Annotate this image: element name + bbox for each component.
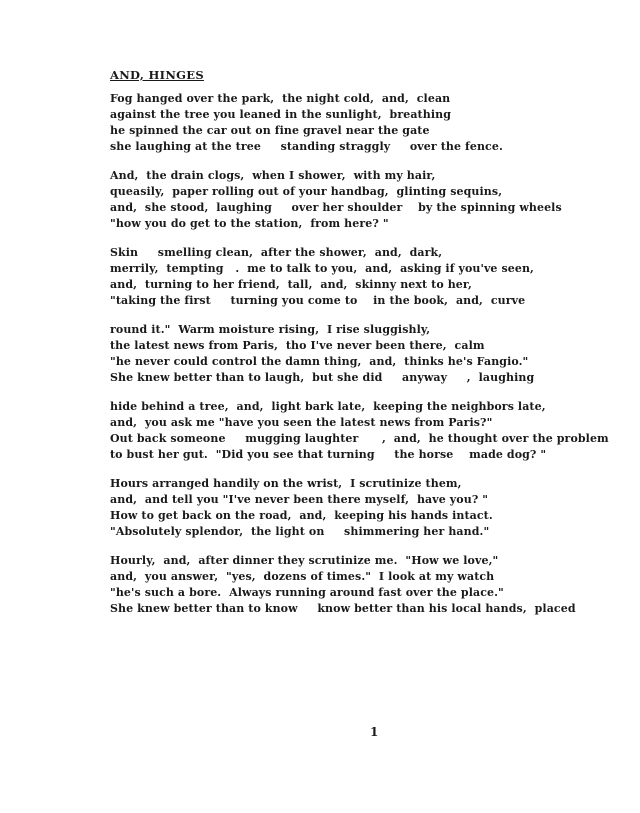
stanza-3: [110, 245, 630, 309]
poem-line: she laughing at the tree standing straggly over the fence.: [110, 140, 503, 153]
poem-line: "he's such a bore. Always running around fast over the place.": [110, 586, 504, 599]
stanza-5: [110, 399, 630, 463]
poem-line: to bust her gut. "Did you see that turning the horse made dog? ": [110, 448, 547, 461]
poem-line: queasily, paper rolling out of your handbag, glinting sequins,: [110, 185, 503, 198]
poem-line: Out back someone mugging laughter , and, he thought over the problem: [110, 432, 609, 445]
stanza-7: [110, 553, 630, 617]
stanza-2: [110, 168, 630, 232]
poem-line: merrily, tempting . me to talk to you, and, asking if you've seen,: [110, 262, 534, 275]
poem-line: the latest news from Paris, tho I've never been there, calm: [110, 339, 485, 352]
poem-line: hide behind a tree, and, light bark late, keeping the neighbors late,: [110, 400, 546, 413]
poem-body: [110, 91, 630, 630]
poem-line: Skin smelling clean, after the shower, and, dark,: [110, 246, 443, 259]
poem-title: AND, HINGES: [110, 68, 204, 82]
stanza-6: [110, 476, 630, 540]
stanza-1: [110, 91, 630, 155]
poem-line: Hourly, and, after dinner they scrutinize me. "How we love,": [110, 554, 499, 567]
stanza-4: [110, 322, 630, 386]
poem-line: She knew better than to know know better than his local hands, placed: [110, 602, 576, 615]
poem-line: She knew better than to laugh, but she did anyway , laughing: [110, 371, 535, 384]
poem-line: and, she stood, laughing over her shoulder by the spinning wheels: [110, 201, 562, 214]
poem-line: and, and tell you "I've never been there myself, have you? ": [110, 493, 489, 506]
page-number: 1: [370, 725, 379, 739]
poem-line: and, turning to her friend, tall, and, skinny next to her,: [110, 278, 472, 291]
poem-line: "how you do get to the station, from here? ": [110, 217, 389, 230]
poem-line: And, the drain clogs, when I shower, with my hair,: [110, 169, 436, 182]
poem-line: Fog hanged over the park, the night cold, and, clean: [110, 92, 451, 105]
poem-line: he spinned the car out on fine gravel near the gate: [110, 124, 430, 137]
poem-line: and, you answer, "yes, dozens of times." I look at my watch: [110, 570, 495, 583]
poem-line: "taking the first turning you come to in the book, and, curve: [110, 294, 526, 307]
poem-line: against the tree you leaned in the sunlight, breathing: [110, 108, 451, 121]
poem-line: Hours arranged handily on the wrist, I scrutinize them,: [110, 477, 462, 490]
poem-line: How to get back on the road, and, keeping his hands intact.: [110, 509, 493, 522]
poem-line: and, you ask me "have you seen the latest news from Paris?": [110, 416, 493, 429]
poem-line: round it." Warm moisture rising, I rise sluggishly,: [110, 323, 431, 336]
poem-line: "Absolutely splendor, the light on shimmering her hand.": [110, 525, 490, 538]
poem-line: "he never could control the damn thing, and, thinks he's Fangio.": [110, 355, 529, 368]
